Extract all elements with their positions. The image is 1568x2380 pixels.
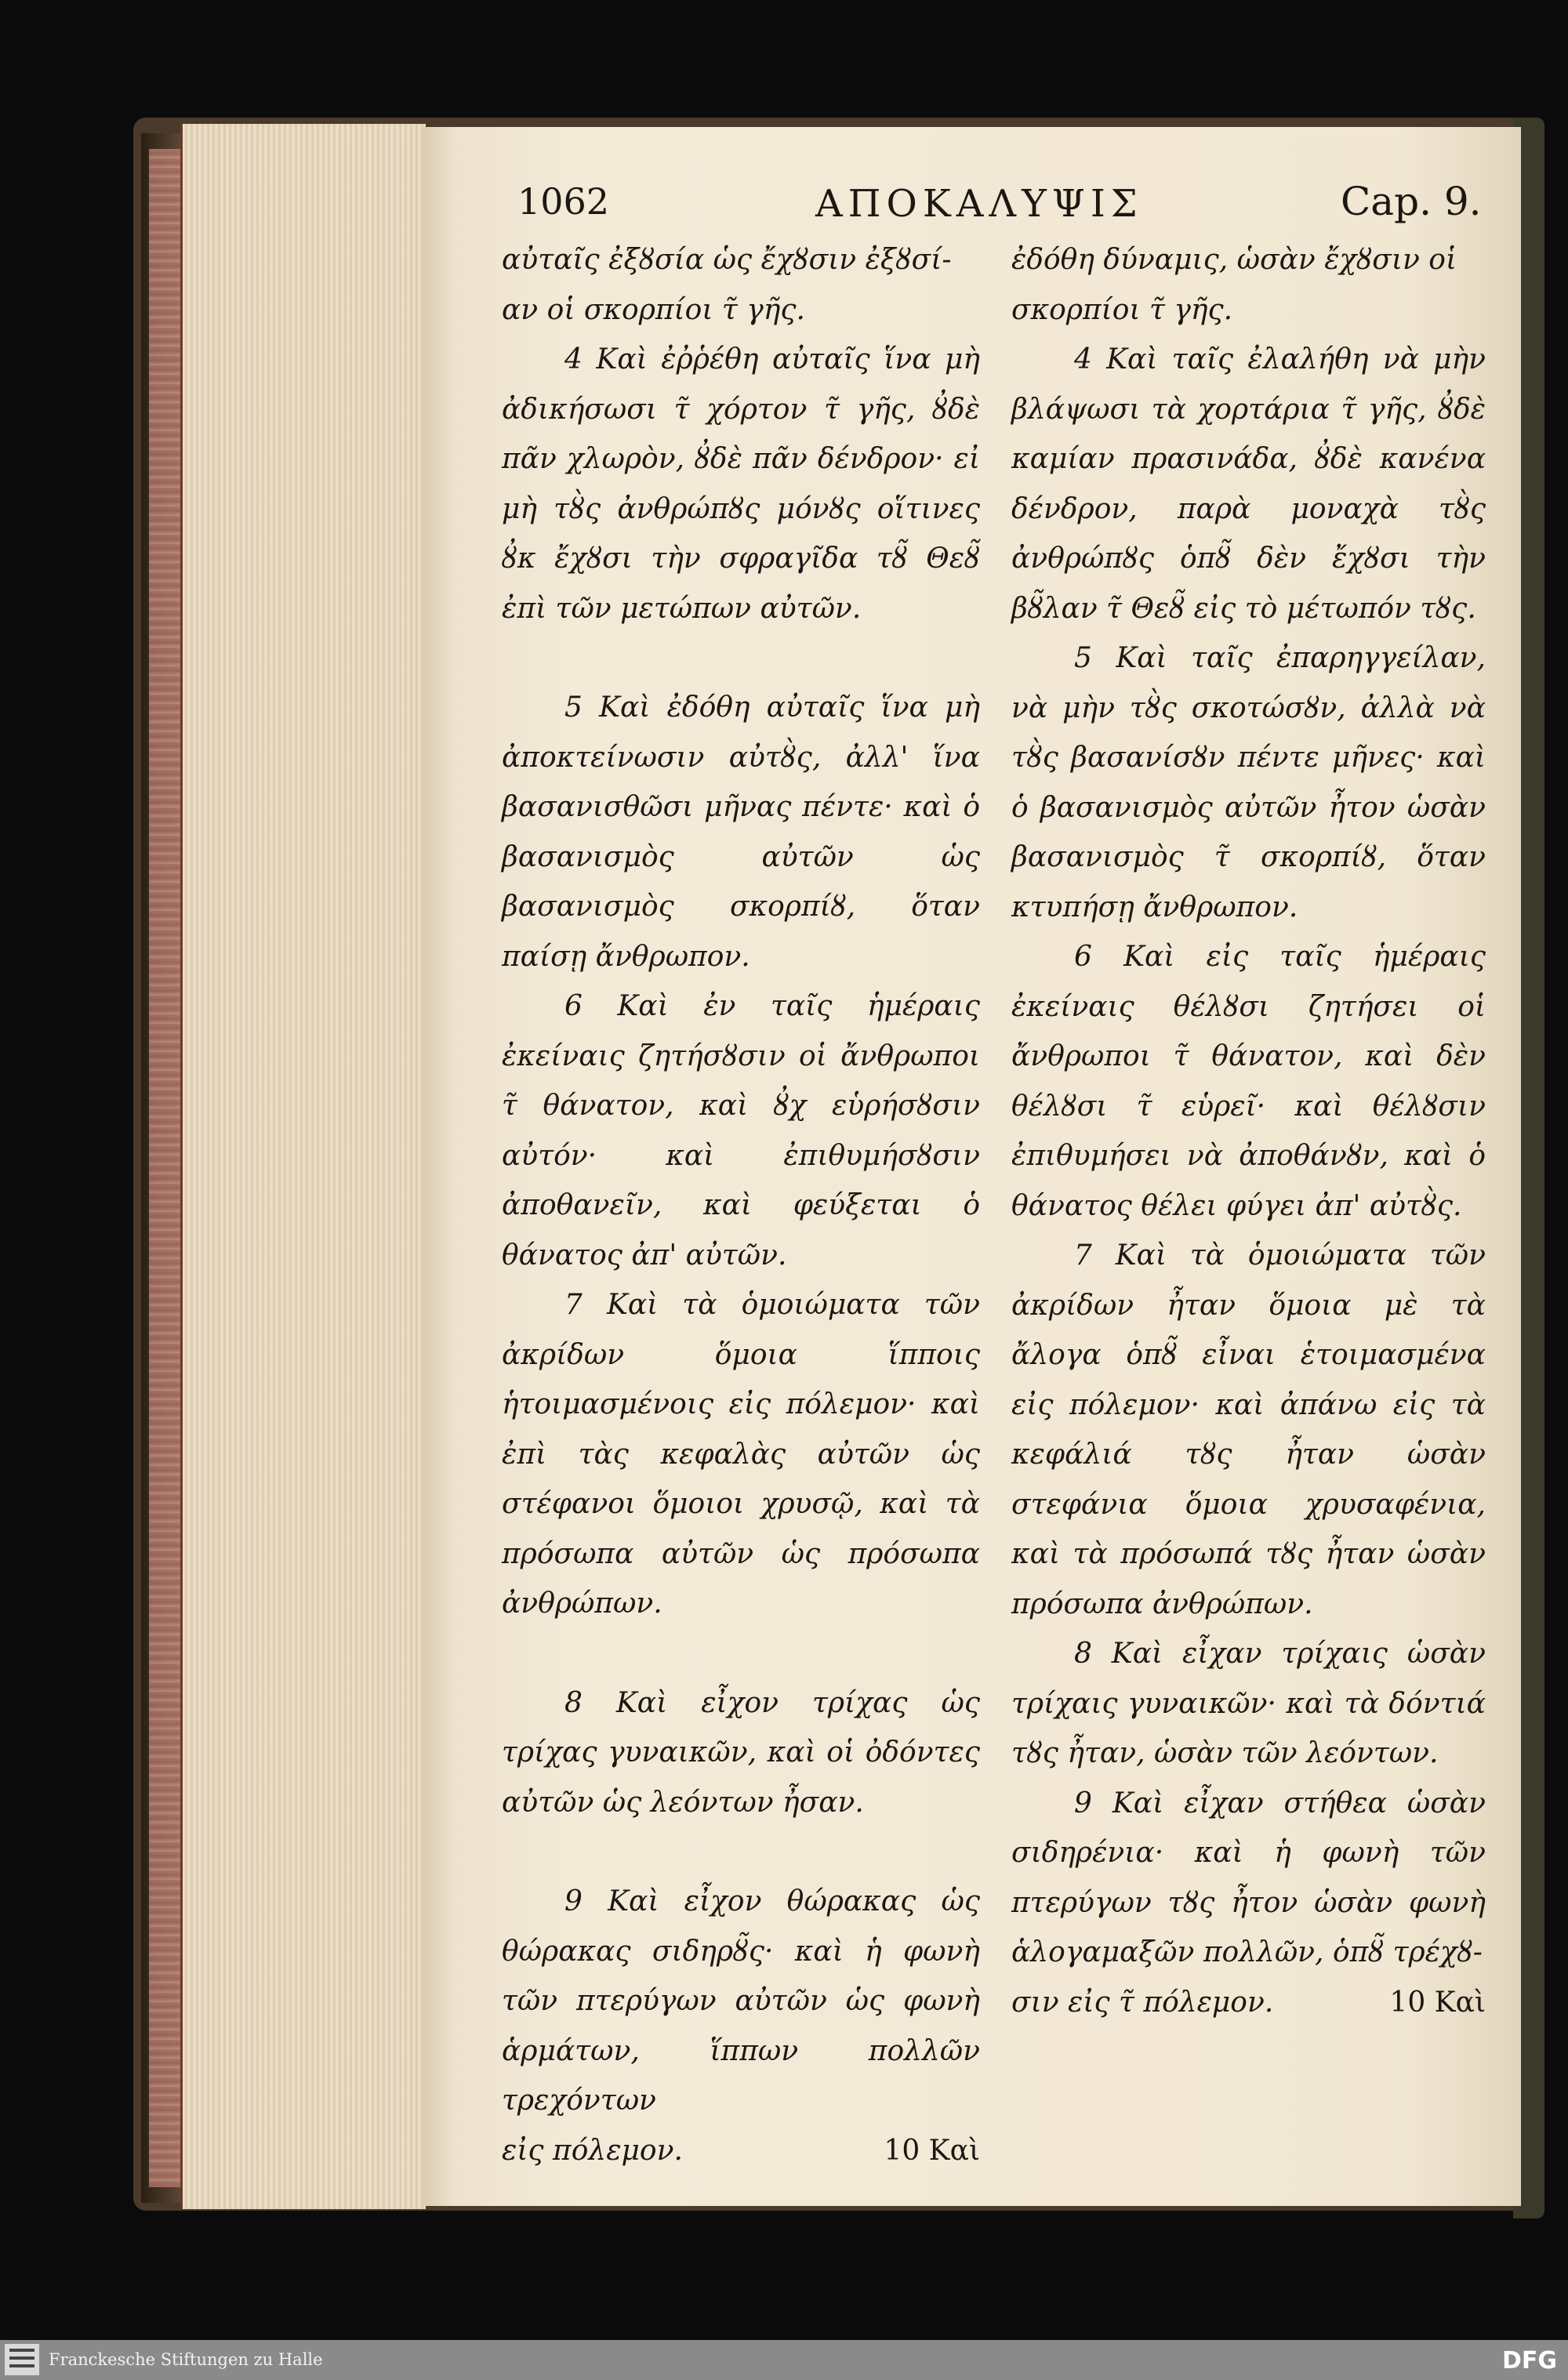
verse-4: 4 Καὶ ἐῤῥέθη αὐταῖς ἵνα μὴ ἀδικήσωσι τ̃ χόρτον τ̃ γῆς, ȣ̓δὲ πᾶν χλωρὸν, ȣ̓δὲ πᾶν δένδρον· εἰ μὴ τȣ̀ς ἀνθρώπȣς μόνȣς οἵτινες ȣ̓κ ἔχȣσι τὴν σφραγῖδα τȣ̃ Θεȣ̃ ἐπὶ τῶν μετώπων αὐτῶν. [502, 343, 980, 625]
institution-logo-icon [5, 2344, 39, 2375]
chapter-label: Cap. 9. [1341, 179, 1482, 224]
verse-8: 8 Καὶ εἶχαν τρίχαις ὡσὰν τρίχαις γυναικῶν· καὶ τὰ δόντιά τȣς ἦταν, ὡσὰν τῶν λεόντων. [1011, 1638, 1486, 1769]
verse-4: 4 Καὶ ταῖς ἐλαλήθη νὰ μὴν βλάψωσι τὰ χορτάρια τ̃ γῆς, ȣ̓δὲ καμίαν πρασινάδα, ȣ̓δὲ κανένα δένδρον, παρὰ μοναχὰ τȣ̀ς ἀνθρώπȣς ὁπȣ̃ δὲν ἔχȣσι τὴν βȣ̃λαν τ̃ Θεȣ̃ εἰς τὸ μέτωπόν τȣς. [1011, 343, 1486, 625]
page-edges-red [149, 149, 180, 2187]
verse-9: 9 Καὶ εἶχον θώρακας ὡς θώρακας σιδηρȣ̃ς· καὶ ἡ φωνὴ τῶν πτερύγων αὐτῶν ὡς φωνὴ ἁρμάτων, ἵππων πολλῶν τρεχόντων [502, 1885, 980, 2117]
institution-name: Franckesche Stiftungen zu Halle [49, 2350, 323, 2369]
text-line: σιν εἰς τ̃ πόλεμον. [1011, 1986, 1274, 2019]
text-line: αὐταῖς ἐξȣσία ὡς ἔχȣσιν ἐξȣσί- [502, 244, 952, 276]
verse-5: 5 Καὶ ἐδόθη αὐταῖς ἵνα μὴ ἀποκτείνωσιν αὐτȣ̀ς, ἀλλ' ἵνα βασανισθῶσι μῆνας πέντε· καὶ ὁ βασανισμὸς αὐτῶν ὡς βασανισμὸς σκορπίȣ, ὅταν παίσῃ ἄνθρωπον. [502, 691, 980, 973]
text-line: σκορπίοι τ̃ γῆς. [1011, 293, 1233, 326]
verse-7: 7 Καὶ τὰ ὁμοιώματα τῶν ἀκρίδων ὅμοια ἵπποις ἡτοιμασμένοις εἰς πόλεμον· καὶ ἐπὶ τὰς κεφαλὰς αὐτῶν ὡς στέφανοι ὅμοιοι χρυσῷ, καὶ τὰ πρόσωπα αὐτῶν ὡς πρόσωπα ἀνθρώπων. [502, 1289, 980, 1620]
left-column-ancient-greek [502, 235, 980, 2175]
verse-6: 6 Καὶ ἐν ταῖς ἡμέραις ἐκείναις ζητήσȣσιν οἱ ἄνθρωποι τ̃ θάνατον, καὶ ȣ̓χ εὑρήσȣσιν αὐτόν· καὶ ἐπιθυμήσȣσιν ἀποθανεῖν, καὶ φεύξεται ὁ θάνατος ἀπ' αὐτῶν. [502, 990, 980, 1272]
text-line: εἰς πόλεμον. [502, 2134, 683, 2167]
verse-8: 8 Καὶ εἶχον τρίχας ὡς τρίχας γυναικῶν, καὶ οἱ ὀδόντες αὐτῶν ὡς λεόντων ἦσαν. [502, 1686, 980, 1819]
verse-6: 6 Καὶ εἰς ταῖς ἡμέραις ἐκείναις θέλȣσι ζητήσει οἱ ἄνθρωποι τ̃ θάνατον, καὶ δὲν θέλȣσι τ̃ εὑρεῖ· καὶ θέλȣσιν ἐπιθυμήσει νὰ ἀποθάνȣν, καὶ ὁ θάνατος θέλει φύγει ἀπ' αὐτȣ̀ς. [1011, 941, 1486, 1222]
catchword: 10 Καὶ [884, 2134, 980, 2167]
text-line: αν οἱ σκορπίοι τ̃ γῆς. [502, 293, 805, 326]
verse-5: 5 Καὶ ταῖς ἐπαρηγγείλαν, νὰ μὴν τȣ̀ς σκοτώσȣν, ἀλλὰ νὰ τȣ̀ς βασανίσȣν πέντε μῆνες· καὶ ὁ βασανισμὸς αὐτῶν ἦτον ὡσὰν βασανισμὸς τ̃ σκορπίȣ, ὅταν κτυπήσῃ ἄνθρωπον. [1011, 642, 1486, 923]
dfg-logo: DFG [1501, 2347, 1557, 2375]
text-line: ἐδόθη δύναμις, ὡσὰν ἔχȣσιν οἱ [1011, 244, 1457, 276]
page-number: 1062 [517, 180, 610, 223]
page-edges [180, 124, 426, 2209]
verse-9: 9 Καὶ εἶχαν στήθεα ὡσὰν σιδηρένια· καὶ ἡ φωνὴ τῶν πτερύγων τȣς ἦτον ὡσὰν φωνὴ ἁλογαμαξῶν πολλῶν, ὁπȣ̃ τρέχȣ- [1011, 1787, 1486, 1968]
catchword: 10 Καὶ [1389, 1986, 1486, 2019]
verse-7: 7 Καὶ τὰ ὁμοιώματα τῶν ἀκρίδων ἦταν ὅμοια μὲ τὰ ἄλογα ὁπȣ̃ εἶναι ἑτοιμασμένα εἰς πόλεμον· καὶ ἀπάνω εἰς τὰ κεφάλιά τȣς ἦταν ὡσὰν στεφάνια ὅμοια χρυσαφένια, καὶ τὰ πρόσωπά τȣς ἦταν ὡσὰν πρόσωπα ἀνθρώπων. [1011, 1239, 1486, 1620]
running-title: ΑΠΟΚΑΛΥΨΙΣ [815, 182, 1143, 226]
right-column-modern-greek [1011, 235, 1486, 2027]
